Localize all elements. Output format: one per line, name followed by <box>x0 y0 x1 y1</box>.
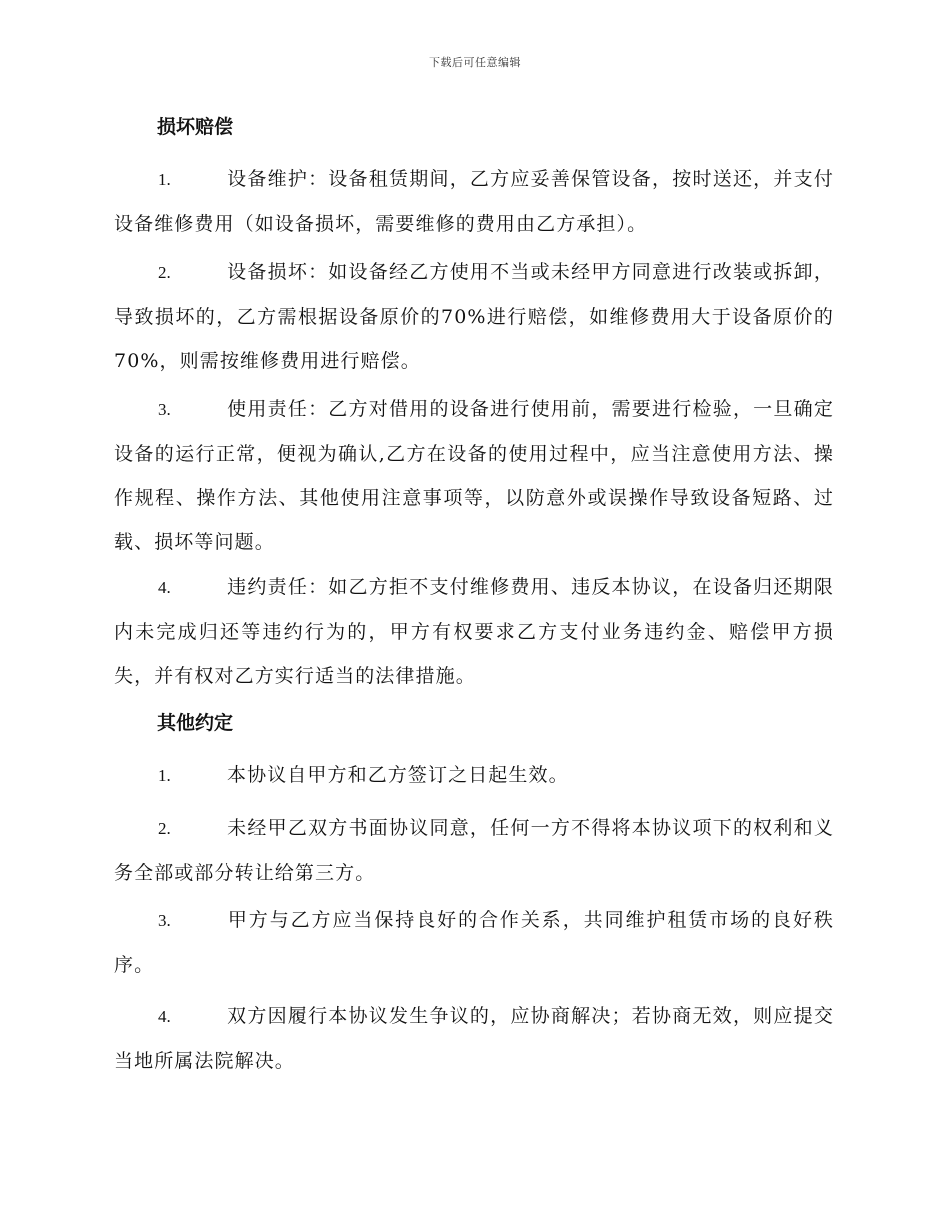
clause-paragraph <box>114 565 834 698</box>
page-header: 下载后可任意编辑 <box>429 56 521 69</box>
clause-text: 设备损坏：如设备经乙方使用不当或未经甲方同意进行改装或拆卸，导致损坏的，乙方需根据设备原价的70%进行赔偿，如维修费用大于设备原价的70%，则需按维修费用进行赔偿。 <box>114 261 834 372</box>
clause-number: 3. <box>158 400 171 419</box>
clause-text: 设备维护：设备租赁期间，乙方应妥善保管设备，按时送还，并支付设备维修费用（如设备损坏，需要维修的费用由乙方承担）。 <box>114 168 834 235</box>
clause-number: 2. <box>158 263 171 282</box>
section-title-other-agreements: 其他约定 <box>157 712 234 734</box>
clause-text: 违约责任：如乙方拒不支付维修费用、违反本协议，在设备归还期限内未完成归还等违约行为的，甲方有权要求乙方支付业务违约金、赔偿甲方损失，并有权对乙方实行适当的法律措施。 <box>114 576 834 687</box>
clause-text: 未经甲乙双方书面协议同意，任何一方不得将本协议项下的权利和义务全部或部分转让给第三方。 <box>114 817 834 884</box>
clause-paragraph <box>114 898 834 987</box>
clause-paragraph <box>114 753 834 798</box>
clause-number: 1. <box>158 170 171 189</box>
clause-paragraph <box>114 994 834 1083</box>
clause-number: 4. <box>158 578 171 597</box>
clause-text: 使用责任：乙方对借用的设备进行使用前，需要进行检验，一旦确定设备的运行正常，便视为确认,乙方在设备的使用过程中，应当注意使用方法、操作规程、操作方法、其他使用注意事项等，以防意外或误操作导致设备短路、过载、损坏等问题。 <box>114 398 834 553</box>
clause-text: 本协议自甲方和乙方签订之日起生效。 <box>227 764 569 786</box>
clause-number: 4. <box>158 1007 171 1026</box>
clause-number: 3. <box>158 911 171 930</box>
clause-paragraph <box>114 387 834 564</box>
clause-paragraph <box>114 250 834 383</box>
section-title-damage-compensation: 损坏赔偿 <box>157 116 234 138</box>
clause-number: 2. <box>158 819 171 838</box>
clause-text: 甲方与乙方应当保持良好的合作关系，共同维护租赁市场的良好秩序。 <box>114 909 834 976</box>
clause-number: 1. <box>158 766 171 785</box>
clause-text: 双方因履行本协议发生争议的，应协商解决；若协商无效，则应提交当地所属法院解决。 <box>114 1005 834 1072</box>
clause-paragraph <box>114 806 834 895</box>
clause-paragraph <box>114 157 834 246</box>
